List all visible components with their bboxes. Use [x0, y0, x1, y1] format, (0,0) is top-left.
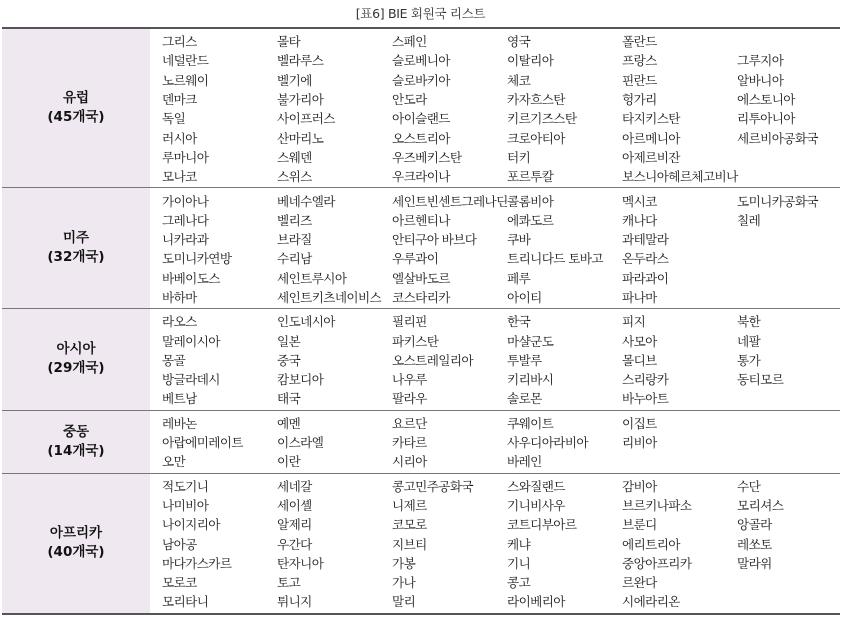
country-row: [162, 553, 841, 572]
country-cell: 벨라루스: [277, 53, 324, 69]
country-cell: 그리스: [162, 34, 197, 50]
country-cell: 바하마: [162, 290, 197, 305]
country-cell: 시에라리온: [622, 594, 680, 610]
country-cell: 브르키나파소: [622, 497, 692, 513]
country-row: [162, 248, 841, 267]
country-cell: 사이프러스: [277, 111, 335, 127]
country-cell: 네덜란드: [162, 53, 209, 69]
country-cell: 벨기에: [277, 72, 312, 88]
country-cell: 스페인: [392, 34, 427, 50]
country-cell: 오만: [162, 454, 186, 470]
country-cell: 이스라엘: [277, 435, 324, 451]
region-label: [2, 188, 150, 308]
country-cell: 시리아: [392, 454, 427, 470]
country-cell: 솔로몬: [507, 391, 542, 407]
country-cell: 에스토니아: [737, 92, 795, 108]
country-cell: 바베이도스: [162, 270, 220, 286]
country-cell: 스위스: [277, 169, 312, 185]
table-caption: [표6] BIE 회원국 리스트: [355, 6, 486, 21]
country-cell: 벨리즈: [277, 212, 312, 228]
region-section: [2, 309, 840, 410]
country-row: [162, 495, 841, 514]
region-count: (14개국): [47, 442, 105, 459]
country-cell: 레바논: [162, 415, 197, 431]
country-cell: 체코: [507, 72, 531, 88]
region-name: 유럽: [62, 90, 90, 107]
country-cell: 오스트레일리아: [392, 352, 473, 368]
country-cell: 아이슬랜드: [392, 111, 450, 127]
country-cell: 바누아트: [622, 391, 669, 407]
country-cell: 크로아티아: [507, 130, 565, 146]
country-cell: 안도라: [392, 92, 427, 108]
country-cell: 동티모르: [737, 372, 784, 388]
country-cell: 마다가스카르: [162, 555, 232, 571]
country-cell: 루마니아: [162, 149, 209, 165]
country-cell: 요르단: [392, 415, 427, 431]
country-cell: 니제르: [392, 497, 427, 513]
country-cell: 라이베리아: [507, 594, 565, 610]
country-cell: 바레인: [507, 454, 542, 470]
country-row: [162, 190, 841, 209]
country-cell: 과테말라: [622, 232, 669, 248]
region-label: [2, 309, 150, 409]
country-cell: 몰타: [277, 34, 301, 50]
country-cell: 스리랑카: [622, 372, 669, 388]
country-cell: 도미니카공화국: [737, 193, 818, 209]
country-cell: 인도네시아: [277, 314, 335, 330]
country-cell: 일본: [277, 333, 301, 349]
country-cell: 오스트리아: [392, 130, 450, 146]
country-cell: 우간다: [277, 536, 312, 552]
country-cell: 그루지아: [737, 53, 784, 69]
country-row: [162, 108, 841, 127]
country-row: [162, 514, 841, 533]
country-cell: 핀란드: [622, 72, 657, 88]
country-cell: 콩고민주공화국: [392, 478, 473, 494]
country-row: [162, 572, 841, 591]
country-cell: 페루: [507, 270, 531, 286]
country-cell: 러시아: [162, 130, 197, 146]
country-cell: 나이지리아: [162, 517, 220, 533]
country-row: [162, 50, 841, 69]
region-countries: [150, 29, 841, 187]
country-cell: 베트남: [162, 391, 197, 407]
country-cell: 에리트리아: [622, 536, 680, 552]
country-cell: 불가리아: [277, 92, 324, 108]
country-cell: 모나코: [162, 169, 197, 185]
country-row: [162, 476, 841, 495]
country-row: [162, 432, 841, 451]
region-countries: [150, 309, 841, 409]
country-row: [162, 413, 841, 432]
country-cell: 중국: [277, 352, 301, 368]
country-cell: 아랍에미레이트: [162, 435, 243, 451]
country-row: [162, 388, 841, 407]
country-cell: 기니비사우: [507, 497, 565, 513]
country-cell: 아르메니아: [622, 130, 680, 146]
region-label: [2, 474, 150, 613]
member-countries-table: [2, 27, 840, 615]
country-cell: 세인트빈센트그레나딘: [392, 193, 508, 209]
region-section: [2, 188, 840, 309]
country-cell: 캐나다: [622, 212, 657, 228]
country-cell: 슬로베니아: [392, 53, 450, 69]
country-cell: 가나: [392, 575, 416, 591]
country-cell: 튀니지: [277, 594, 312, 610]
country-cell: 산마리노: [277, 130, 324, 146]
country-cell: 알바니아: [737, 72, 784, 88]
country-cell: 리투아니아: [737, 111, 795, 127]
country-cell: 파라과이: [622, 270, 669, 286]
country-cell: 세인트루시아: [277, 270, 347, 286]
country-cell: 몽골: [162, 352, 186, 368]
country-cell: 모로코: [162, 575, 197, 591]
country-cell: 스웨덴: [277, 149, 312, 165]
country-cell: 르완다: [622, 575, 657, 591]
country-cell: 모리셔스: [737, 497, 784, 513]
country-cell: 헝가리: [622, 92, 657, 108]
country-cell: 지브티: [392, 536, 427, 552]
country-cell: 세네갈: [277, 478, 312, 494]
country-cell: 보스니아헤르체고비나: [622, 169, 738, 185]
country-cell: 쿠바: [507, 232, 531, 248]
country-cell: 가봉: [392, 555, 416, 571]
country-cell: 이집트: [622, 415, 657, 431]
country-cell: 쿠웨이트: [507, 415, 554, 431]
country-cell: 북한: [737, 314, 761, 330]
country-row: [162, 533, 841, 552]
country-cell: 탄자니아: [277, 555, 324, 571]
country-cell: 엘살바도르: [392, 270, 450, 286]
country-cell: 네팔: [737, 333, 761, 349]
country-row: [162, 350, 841, 369]
country-cell: 피지: [622, 314, 646, 330]
country-cell: 파키스탄: [392, 333, 439, 349]
country-cell: 우즈베키스탄: [392, 149, 462, 165]
country-cell: 몰디브: [622, 352, 657, 368]
region-count: (29개국): [47, 360, 105, 377]
country-cell: 말리: [392, 594, 416, 610]
country-cell: 기니: [507, 555, 531, 571]
country-row: [162, 229, 841, 248]
region-count: (32개국): [47, 249, 105, 266]
country-cell: 카자흐스탄: [507, 92, 565, 108]
region-name: 아프리카: [49, 525, 103, 542]
country-cell: 덴마크: [162, 92, 197, 108]
country-cell: 알제리: [277, 517, 312, 533]
region-label: [2, 411, 150, 473]
country-cell: 온두라스: [622, 251, 669, 267]
country-cell: 태국: [277, 391, 301, 407]
country-cell: 말라위: [737, 555, 772, 571]
country-cell: 수단: [737, 478, 761, 494]
country-cell: 사모아: [622, 333, 657, 349]
country-row: [162, 127, 841, 146]
region-section: [2, 29, 840, 188]
region-count: (45개국): [47, 109, 105, 126]
region-count: (40개국): [47, 544, 105, 561]
country-row: [162, 451, 841, 470]
country-cell: 팔라우: [392, 391, 427, 407]
country-cell: 트리니다드 토바고: [507, 251, 603, 267]
country-cell: 아르헨티나: [392, 212, 450, 228]
country-cell: 콩고: [507, 575, 531, 591]
country-row: [162, 210, 841, 229]
country-cell: 중앙아프리카: [622, 555, 692, 571]
country-cell: 우크라이나: [392, 169, 450, 185]
country-cell: 키리바시: [507, 372, 554, 388]
country-cell: 우루과이: [392, 251, 439, 267]
region-countries: [150, 188, 841, 308]
country-cell: 코트디부아르: [507, 517, 577, 533]
country-cell: 그레나다: [162, 212, 209, 228]
country-cell: 아이티: [507, 290, 542, 305]
country-cell: 칠레: [737, 212, 761, 228]
country-row: [162, 166, 841, 185]
country-cell: 독일: [162, 111, 186, 127]
country-cell: 카타르: [392, 435, 427, 451]
country-cell: 방글라데시: [162, 372, 220, 388]
country-cell: 키르기즈스탄: [507, 111, 577, 127]
country-cell: 코모로: [392, 517, 427, 533]
country-cell: 캄보디아: [277, 372, 324, 388]
country-cell: 브룬디: [622, 517, 657, 533]
country-cell: 안티구아 바브다: [392, 232, 477, 248]
country-row: [162, 330, 841, 349]
country-cell: 프랑스: [622, 53, 657, 69]
country-cell: 필리핀: [392, 314, 427, 330]
country-row: [162, 369, 841, 388]
country-cell: 가이아나: [162, 193, 209, 209]
country-cell: 슬로바키아: [392, 72, 450, 88]
country-cell: 예멘: [277, 415, 301, 431]
country-cell: 아제르비잔: [622, 149, 680, 165]
country-row: [162, 31, 841, 50]
country-row: [162, 147, 841, 166]
region-countries: [150, 474, 841, 613]
country-cell: 나미비아: [162, 497, 209, 513]
country-cell: 라오스: [162, 314, 197, 330]
country-row: [162, 70, 841, 89]
country-cell: 노르웨이: [162, 72, 209, 88]
country-cell: 포르투칼: [507, 169, 554, 185]
country-cell: 토고: [277, 575, 301, 591]
country-row: [162, 311, 841, 330]
country-cell: 이탈리아: [507, 53, 554, 69]
region-section: [2, 411, 840, 474]
country-cell: 말레이시아: [162, 333, 220, 349]
country-cell: 한국: [507, 314, 531, 330]
country-row: [162, 89, 841, 108]
country-cell: 니카라과: [162, 232, 209, 248]
country-cell: 감비아: [622, 478, 657, 494]
country-row: [162, 287, 841, 306]
country-cell: 케냐: [507, 536, 531, 552]
country-row: [162, 268, 841, 287]
country-cell: 이란: [277, 454, 301, 470]
country-cell: 영국: [507, 34, 531, 50]
country-cell: 통가: [737, 352, 761, 368]
country-cell: 터키: [507, 149, 531, 165]
country-cell: 적도기니: [162, 478, 209, 494]
country-cell: 코스타리카: [392, 290, 450, 305]
region-section: [2, 474, 840, 615]
region-label: [2, 29, 150, 187]
country-cell: 사우디아라비아: [507, 435, 588, 451]
country-cell: 리비아: [622, 435, 657, 451]
region-name: 미주: [62, 230, 90, 247]
country-cell: 폴란드: [622, 34, 657, 50]
country-cell: 세르비아공화국: [737, 130, 818, 146]
country-cell: 세이셸: [277, 497, 312, 513]
country-cell: 타지키스탄: [622, 111, 680, 127]
country-cell: 투발루: [507, 352, 542, 368]
country-cell: 파나마: [622, 290, 657, 305]
country-cell: 브라질: [277, 232, 312, 248]
region-countries: [150, 411, 841, 473]
country-cell: 도미니카연방: [162, 251, 232, 267]
country-cell: 콜롬비아: [507, 193, 554, 209]
country-cell: 앙골라: [737, 517, 772, 533]
country-cell: 에콰도르: [507, 212, 554, 228]
country-cell: 마샬군도: [507, 333, 554, 349]
country-cell: 나우루: [392, 372, 427, 388]
country-cell: 남아공: [162, 536, 197, 552]
country-row: [162, 591, 841, 610]
region-name: 중동: [62, 423, 90, 440]
country-cell: 세인트키츠네이비스: [277, 290, 382, 305]
region-name: 아시아: [56, 341, 96, 358]
country-cell: 스와질랜드: [507, 478, 565, 494]
country-cell: 베네수엘라: [277, 193, 335, 209]
country-cell: 모리타니: [162, 594, 209, 610]
country-cell: 수리남: [277, 251, 312, 267]
country-cell: 멕시코: [622, 193, 657, 209]
country-cell: 레쏘토: [737, 536, 772, 552]
